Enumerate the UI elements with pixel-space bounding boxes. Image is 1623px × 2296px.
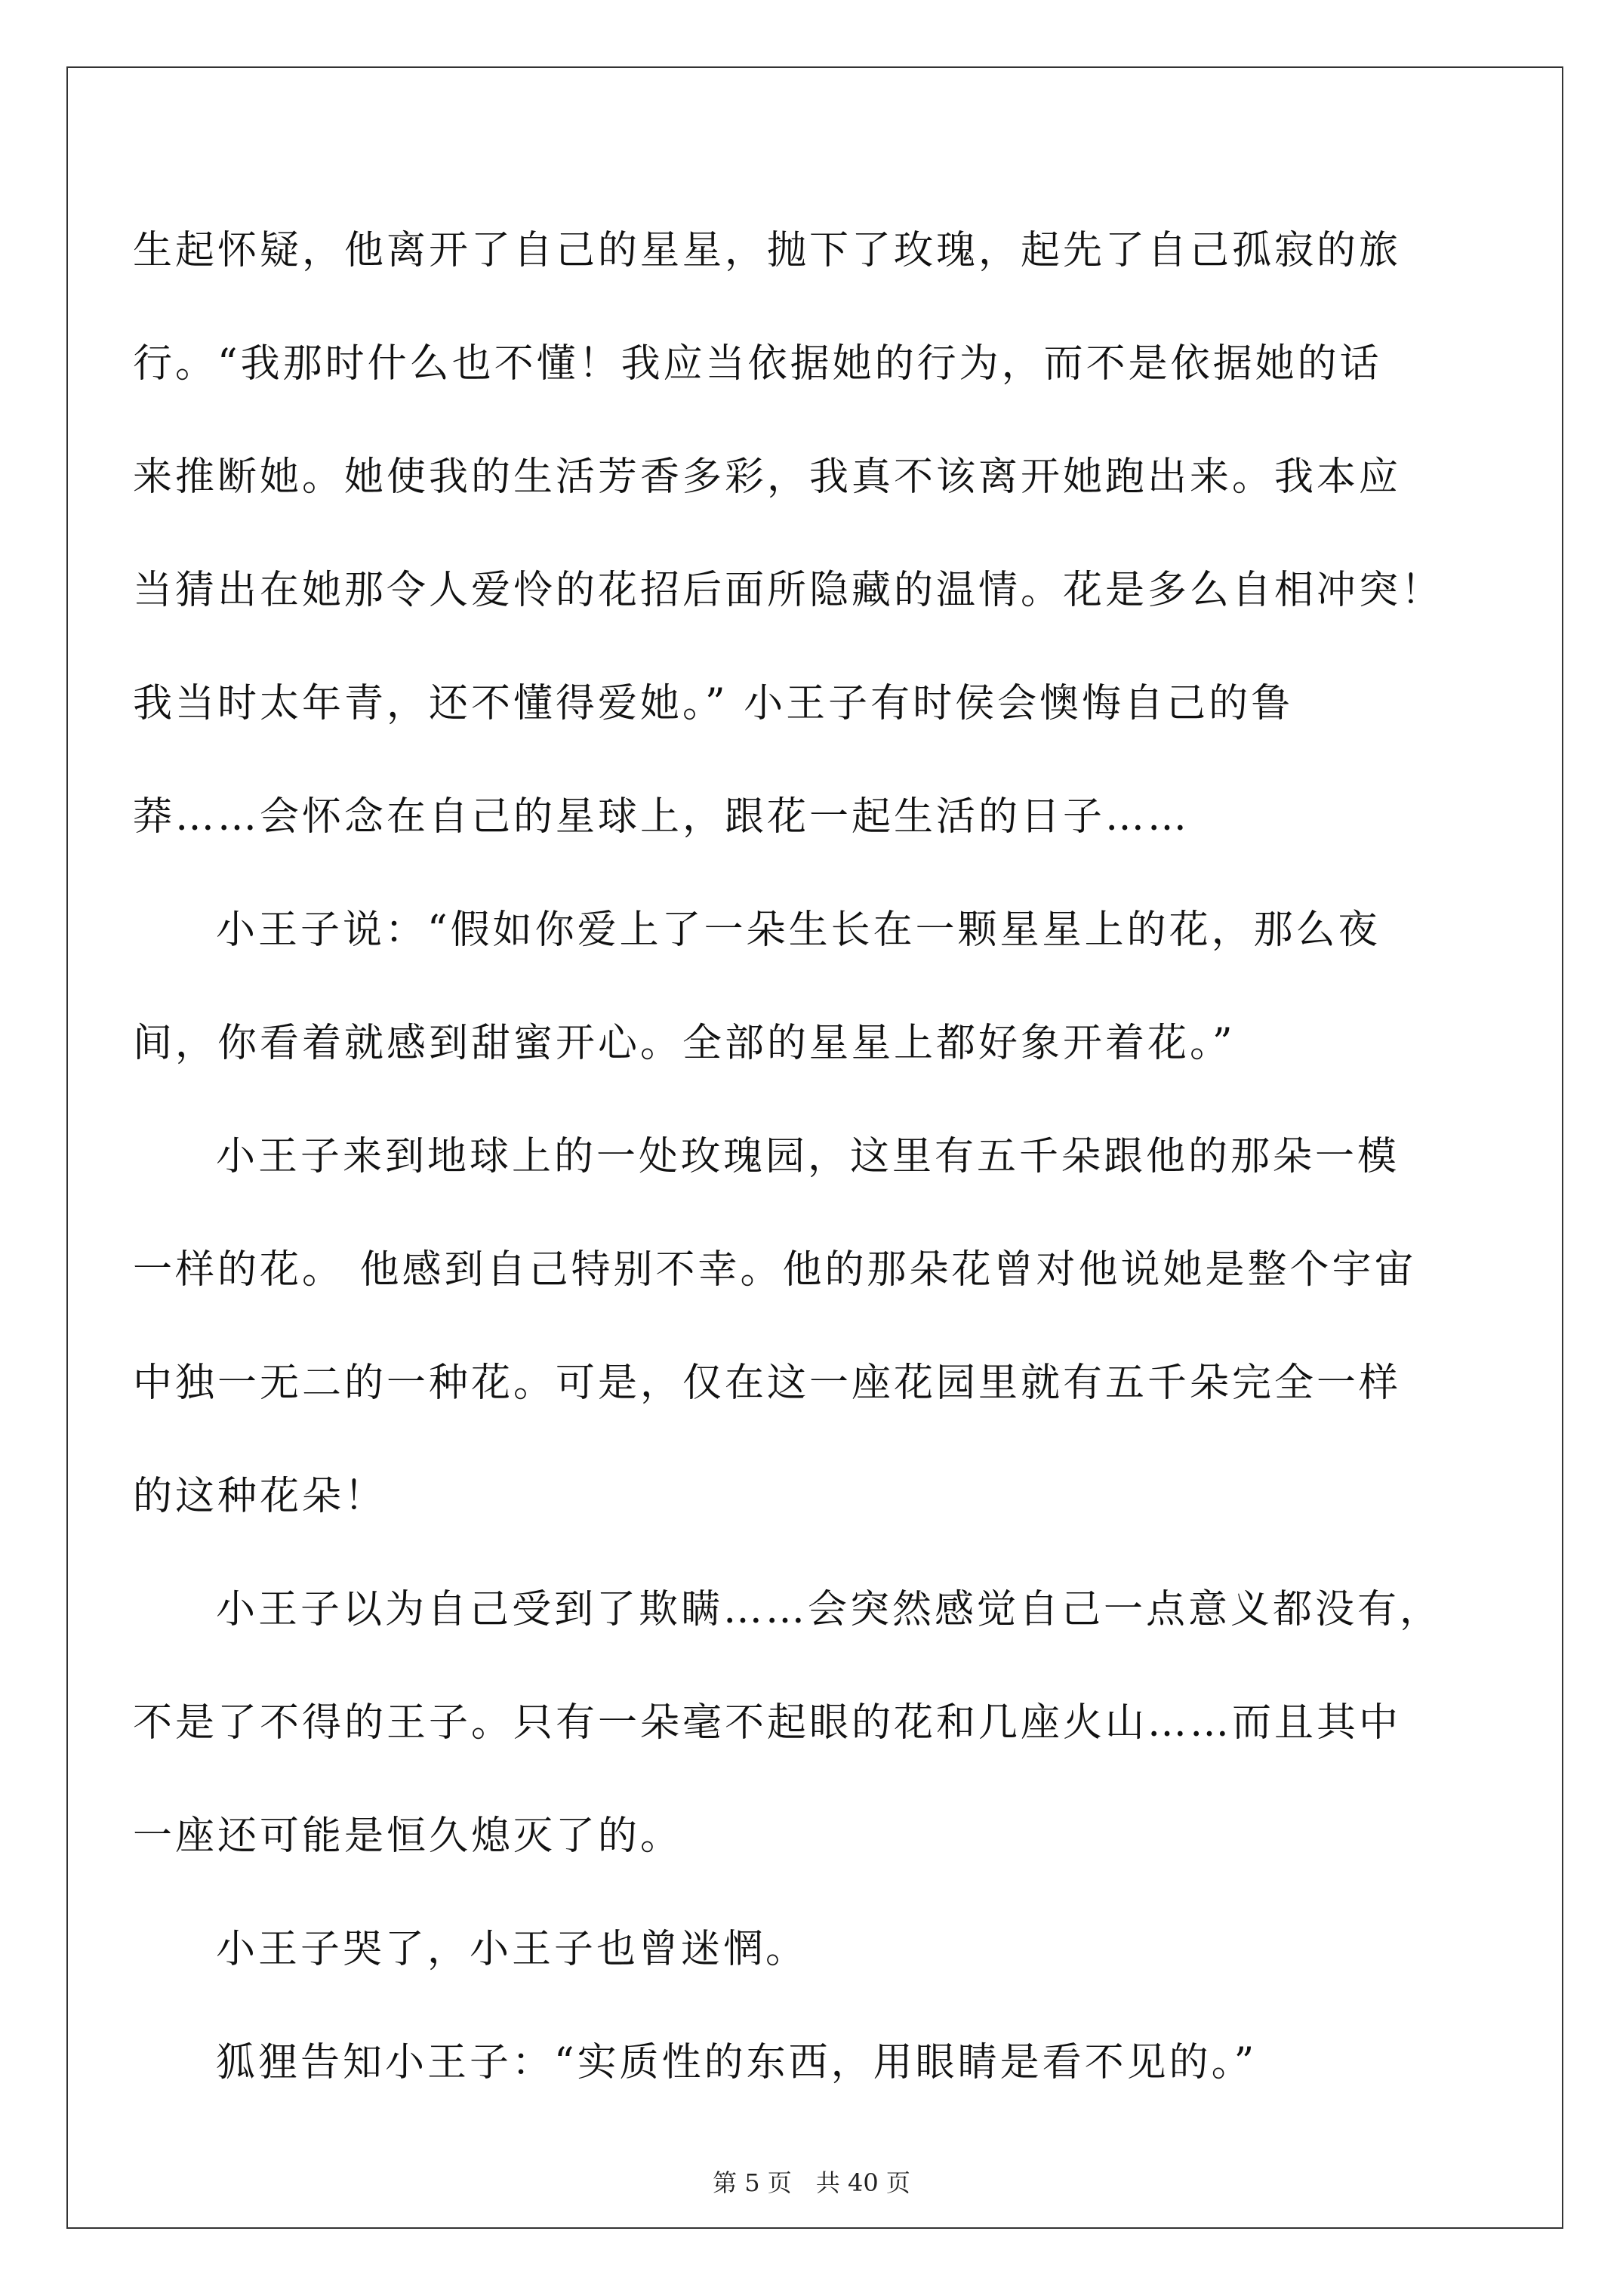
text-line: 我当时太年青，还不懂得爱她。” 小王子有时侯会懊悔自己的鲁 <box>133 681 1294 726</box>
text-line: 中独一无二的一种花。可是，仅在这一座花园里就有五千朵完全一样 <box>133 1361 1402 1406</box>
text-line: 小王子哭了，小王子也曾迷惘。 <box>216 1927 808 1972</box>
text-line: 小王子以为自己受到了欺瞒……会突然感觉自己一点意义都没有， <box>216 1587 1443 1632</box>
text-line: 当猜出在她那令人爱怜的花招后面所隐藏的温情。花是多么自相冲突！ <box>133 568 1444 613</box>
text-line: 莽……会怀念在自己的星球上，跟花一起生活的日子…… <box>133 794 1190 840</box>
text-line: 行。“我那时什么也不懂！我应当依据她的行为，而不是依据她的话 <box>133 341 1382 387</box>
text-line: 间，你看着就感到甜蜜开心。全部的星星上都好象开着花。” <box>133 1021 1236 1066</box>
text-line: 小王子来到地球上的一处玫瑰园，这里有五千朵跟他的那朵一模 <box>216 1134 1400 1179</box>
text-line: 来推断她。她使我的生活芳香多彩，我真不该离开她跑出来。我本应 <box>133 455 1402 500</box>
text-line: 一座还可能是恒久熄灭了的。 <box>133 1814 683 1859</box>
text-line: 生起怀疑，他离开了自己的星星，抛下了玫瑰，起先了自己孤寂的旅 <box>133 228 1402 273</box>
text-line: 一样的花。 他感到自己特别不幸。他的那朵花曾对他说她是整个宇宙 <box>133 1247 1417 1293</box>
page-total: 共 40 页 <box>815 2168 910 2197</box>
text-line: 小王子说：“假如你爱上了一朵生长在一颗星星上的花，那么夜 <box>216 908 1381 953</box>
page-footer <box>0 2164 1623 2199</box>
text-line: 狐狸告知小王子：“实质性的东西，用眼睛是看不见的。” <box>216 2040 1258 2085</box>
text-line: 不是了不得的王子。只有一朵毫不起眼的花和几座火山……而且其中 <box>133 1700 1402 1746</box>
text-line: 的这种花朵！ <box>133 1474 387 1519</box>
page-number: 第 5 页 <box>713 2168 792 2197</box>
